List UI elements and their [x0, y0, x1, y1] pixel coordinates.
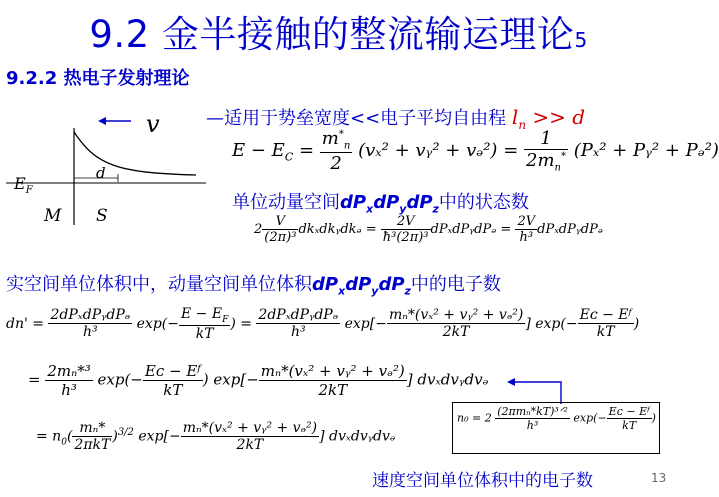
condition-math: $l_n >> d$: [511, 105, 586, 132]
dn-equation-3: = $n_0$( $\frac{\text{mₙ*}}{\text{2πkT}}$ )$^{3/2}$ exp[− $\frac{\text{mₙ*(vₓ² + vᵧ² + vₔ²)}}{2kT}$ ] dvₓdvᵧdvₔ: [36, 420, 396, 453]
arrow-head: [98, 117, 106, 125]
title-main: 9.2 金半接触的整流输运理论: [89, 13, 575, 56]
metal-label: M: [44, 206, 62, 226]
title-page-num: 5: [574, 28, 588, 52]
width-label: d: [96, 164, 106, 182]
section-heading: 9.2.2 热电子发射理论: [6, 68, 190, 89]
dn-equation-1: dn' = $\frac{\text{2dPₓdPᵧdPₔ}}{\text{h³}}$ exp(− $\frac{E - E_F}{kT}$ ) = $\frac{\text{2dPₓdPᵧdPₔ}}{\text{h³}}$ exp[− $\frac{\text{mₙ*(vₓ² + vᵧ² + vₔ²)}}{2kT}$ ] exp(− $\frac{\text{Eᴄ − Eᶠ}}{kT}$ ): [6, 306, 640, 342]
pointer-arrow: [505, 372, 565, 406]
semiconductor-label: S: [96, 206, 108, 226]
state-heading: 单位动量空间$dP_xdP_ydP_z$中的状态数: [232, 192, 529, 216]
barrier-curve: [74, 132, 196, 175]
condition-prefix: —适用于势垒宽度<<电子平均自由程: [206, 108, 507, 129]
electron-heading: 实空间单位体积中，动量空间单位体积$dP_xdP_ydP_z$中的电子数: [6, 274, 501, 298]
dn-equation-2: = $\frac{\text{2mₙ*³}}{\text{h³}}$ exp(− $\frac{\text{Eᴄ − Eᶠ}}{kT}$ ) exp[− $\frac{\text{mₙ*(vₓ² + vᵧ² + vₔ²)}}{2kT}$ ] dvₓdvᵧdvₔ: [28, 362, 489, 399]
velocity-label: v: [146, 110, 160, 138]
page-title: [0, 4, 677, 58]
n0-definition-box: n₀ = 2 $\frac{\text{(2πmₙ*kT)³ᐟ²}}{\text{h³}}$ exp(− $\frac{\text{Eᴄ − Eᶠ}}{kT}$ ): [452, 402, 660, 454]
footer-caption: 速度空间单位体积中的电子数: [372, 471, 593, 491]
band-diagram: [6, 110, 216, 235]
state-equation: 2 $\frac{V}{\text{(2π)³}}$ dkₓdkᵧdkₔ = $\frac{2V}{\text{ħ³(2π)³}}$ dPₓdPᵧdPₔ = $\frac{2V}{\text{h³}}$ dPₓdPᵧdPₔ: [254, 214, 603, 245]
page-number: 13: [651, 471, 667, 485]
energy-equation: $E - E_C$ = $\frac{m^*_n}{2}$ (vₓ² + vᵧ² + vₔ²) = $\frac{1}{2m_n^*}$ (Pₓ² + Pᵧ² + Pₔ²): [232, 128, 719, 174]
fermi-label: $E_F$: [14, 174, 33, 197]
